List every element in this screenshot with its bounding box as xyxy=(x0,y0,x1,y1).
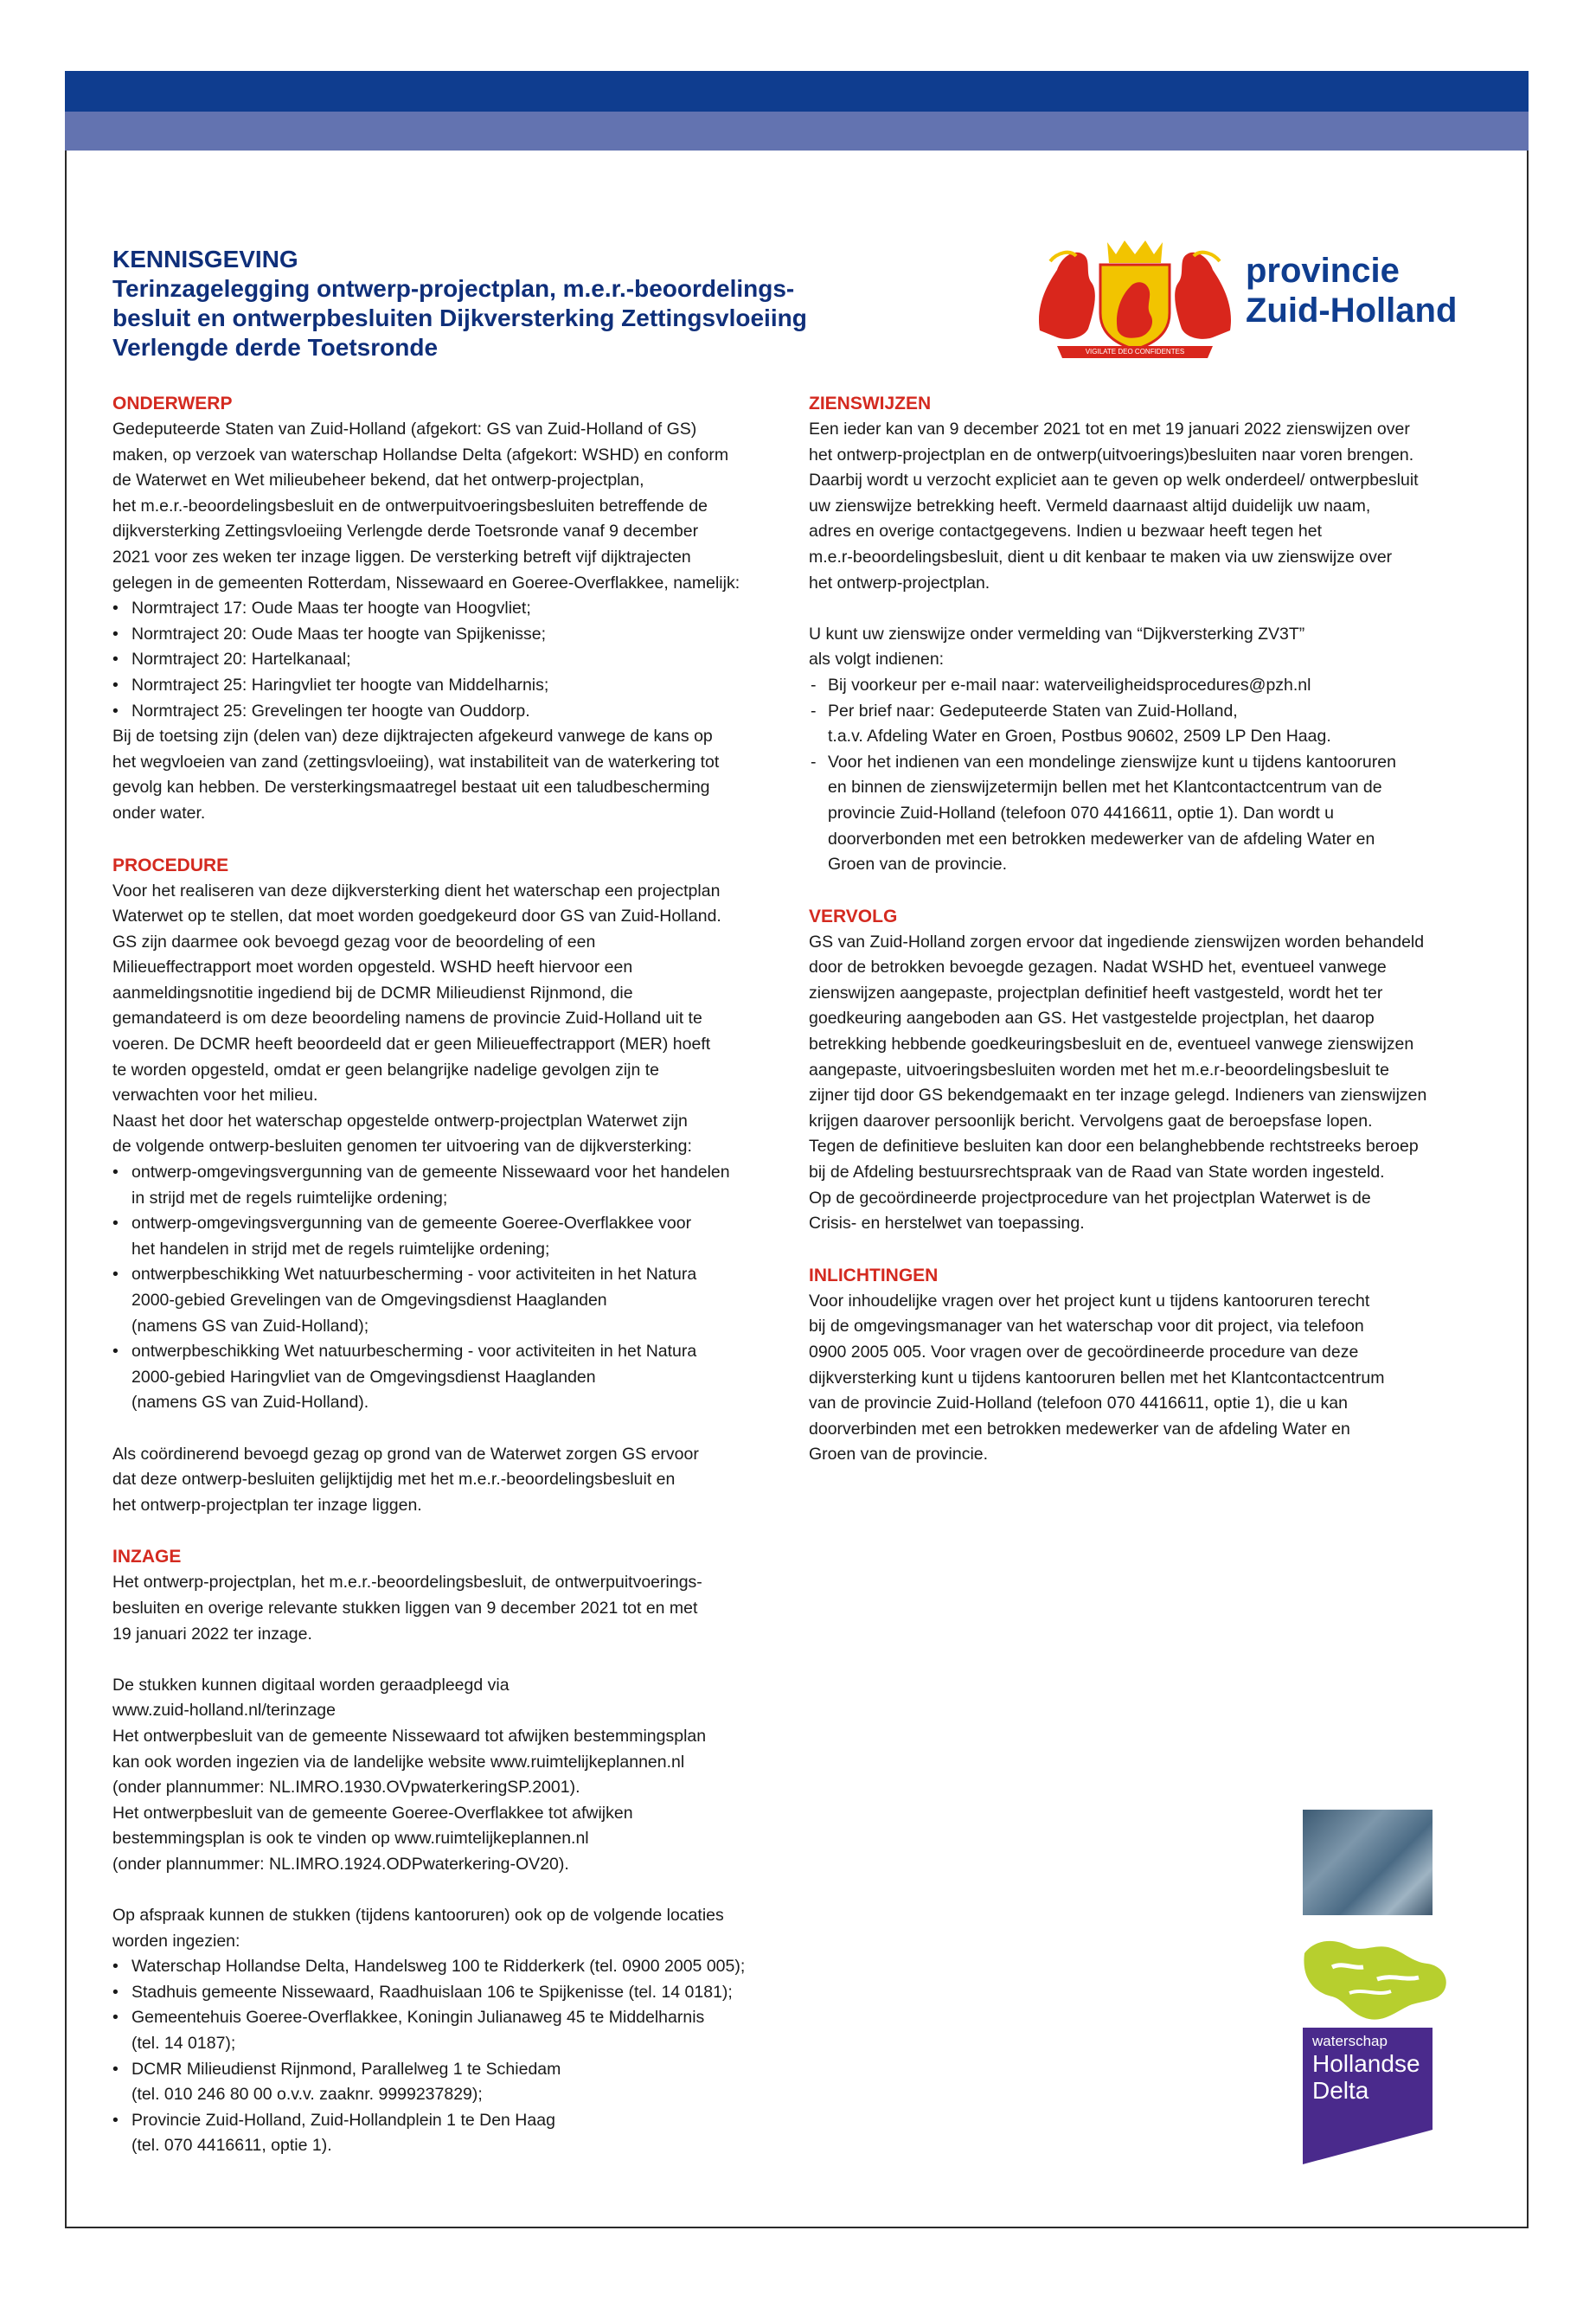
text-line: Waterwet op te stellen, dat moet worden goedgekeurd door GS van Zuid-Holland. xyxy=(112,907,721,926)
text-line: Bij de toetsing zijn (delen van) deze dijktrajecten afgekeurd vanwege de kans op xyxy=(112,727,713,747)
text-line: besluiten en overige relevante stukken liggen van 9 december 2021 tot en met xyxy=(112,1598,698,1618)
text-line: Milieueffectrapport moet worden opgesteld. WSHD heeft hiervoor een xyxy=(112,958,633,977)
text-line: bestemmingsplan is ook te vinden op www.ruimtelijkeplannen.nl xyxy=(112,1829,589,1849)
spacer xyxy=(112,1416,787,1442)
text-line: bij de Afdeling bestuursrechtspraak van de Raad van State worden ingesteld. xyxy=(809,1163,1385,1183)
text-line: - Voor het indienen van een mondelinge zienswijze kunt u tijdens kantooruren xyxy=(828,752,1396,772)
wsd-name-line1: Hollandse xyxy=(1312,2050,1420,2077)
provincie-zuid-holland-logo xyxy=(1031,235,1490,365)
notice-kicker: KENNISGEVING xyxy=(112,246,298,272)
text-line: van de provincie Zuid-Holland (telefoon 070 4416611, optie 1), die u kan xyxy=(809,1394,1348,1413)
text-line: 19 januari 2022 ter inzage. xyxy=(112,1624,312,1644)
text-line: 2000-gebied Haringvliet van de Omgevingsdienst Haaglanden xyxy=(131,1367,596,1387)
text-line: Tegen de definitieve besluiten kan door een belanghebbende rechtstreeks beroep xyxy=(809,1137,1419,1157)
text-line: adres en overige contactgegevens. Indien u bezwaar heeft tegen het xyxy=(809,522,1322,542)
text-line: kan ook worden ingezien via de landelijke website www.ruimtelijkeplannen.nl xyxy=(112,1752,685,1772)
text-line: GS zijn daarmee ook bevoegd gezag voor de beoordeling of een xyxy=(112,932,596,952)
section-heading: PROCEDURE xyxy=(112,855,229,875)
paragraph xyxy=(809,622,1484,673)
pzh-wordmark xyxy=(1246,251,1457,330)
text-line: (namens GS van Zuid-Holland); xyxy=(131,1316,369,1336)
text-line: goedkeuring aangeboden aan GS. Het vastgestelde projectplan, het daarop xyxy=(809,1009,1375,1029)
text-line: Het ontwerp-projectplan, het m.e.r.-beoordelingsbesluit, de ontwerpuitvoerings- xyxy=(112,1573,702,1593)
paragraph xyxy=(112,879,787,1161)
header-band-dark xyxy=(65,71,1529,112)
list-item xyxy=(112,1980,787,2006)
list-item: • Normtraject 25: Grevelingen ter hoogte van Ouddorp. xyxy=(112,699,787,725)
text-line: (tel. 070 4416611, optie 1). xyxy=(131,2136,332,2156)
title-line: besluit en ontwerpbesluiten Dijkversterking Zettingsvloeiing xyxy=(112,304,807,331)
left-column xyxy=(112,391,787,2185)
text-line: het ontwerp-projectplan en de ontwerp(uitvoerings)besluiten naar voren brengen. xyxy=(809,445,1414,465)
section-zienswijzen xyxy=(809,391,1484,878)
text-line: onder water. xyxy=(112,803,206,823)
text-line: • Waterschap Hollandse Delta, Handelsweg 100 te Ridderkerk (tel. 0900 2005 005); xyxy=(131,1957,746,1977)
title-line: Terinzagelegging ontwerp-projectplan, m.e.r.-beoordelings- xyxy=(112,275,795,302)
paragraph xyxy=(112,1903,787,1954)
list-item: • Normtraject 25: Haringvliet ter hoogte van Middelharnis; xyxy=(112,673,787,699)
section-heading: ZIENSWIJZEN xyxy=(809,394,932,413)
text-line: doorverbonden met een betrokken medewerker van de afdeling Water en xyxy=(828,829,1375,849)
list-item: • Normtraject 17: Oude Maas ter hoogte van Hoogvliet; xyxy=(112,596,787,622)
wsd-small-label: waterschap xyxy=(1312,2033,1388,2049)
text-line: (onder plannummer: NL.IMRO.1924.ODPwaterkering-OV20). xyxy=(112,1854,569,1874)
text-line: • Provincie Zuid-Holland, Zuid-Hollandplein 1 te Den Haag xyxy=(131,2110,555,2130)
text-line: 2021 voor zes weken ter inzage liggen. De versterking betreft vijf dijktrajecten xyxy=(112,547,691,567)
text-line: 0900 2005 005. Voor vragen over de gecoördineerde procedure van deze xyxy=(809,1343,1359,1362)
paragraph xyxy=(809,930,1484,1237)
paragraph xyxy=(112,724,787,826)
text-line: aangepaste, uitvoeringsbesluiten worden met het m.e.r-beoordelingsbesluit te xyxy=(809,1060,1389,1080)
text-line: gevolg kan hebben. De versterkingsmaatregel bestaat uit een taludbescherming xyxy=(112,778,710,798)
paragraph xyxy=(112,1673,787,1878)
text-line: het wegvloeien van zand (zettingsvloeiing), wat instabiliteit van de waterkering tot xyxy=(112,752,720,772)
section-heading: VERVOLG xyxy=(809,906,898,926)
section-procedure xyxy=(112,853,787,1519)
section-heading: INLICHTINGEN xyxy=(809,1265,939,1285)
water-photo xyxy=(1303,1810,1433,1915)
section-heading: INZAGE xyxy=(112,1547,182,1567)
text-line: 2000-gebied Grevelingen van de Omgevingsdienst Haaglanden xyxy=(131,1291,607,1310)
text-line: GS van Zuid-Holland zorgen ervoor dat ingediende zienswijzen worden behandeld xyxy=(809,932,1425,952)
pzh-wordmark-line2: Zuid-Holland xyxy=(1246,292,1458,330)
title-line: Verlengde derde Toetsronde xyxy=(112,334,439,361)
delta-map-icon xyxy=(1298,1927,1453,2028)
text-line: en binnen de zienswijzetermijn bellen met het Klantcontactcentrum van de xyxy=(828,778,1382,798)
text-line: Groen van de provincie. xyxy=(828,855,1008,875)
text-line: het handelen in strijd met de regels ruimtelijke ordening; xyxy=(131,1239,550,1259)
list-item xyxy=(809,699,1484,750)
spacer xyxy=(112,1877,787,1903)
text-line: provincie Zuid-Holland (telefoon 070 4416611, optie 1). Dan wordt u xyxy=(828,803,1334,823)
text-line: Op de gecoördineerde projectprocedure van het projectplan Waterwet is de xyxy=(809,1188,1371,1208)
text-line: Een ieder kan van 9 december 2021 tot en met 19 januari 2022 zienswijzen over xyxy=(809,420,1410,439)
text-line: • Stadhuis gemeente Nissewaard, Raadhuislaan 106 te Spijkenisse (tel. 14 0181); xyxy=(131,1982,733,2002)
pzh-wordmark-line1: provincie xyxy=(1246,252,1400,290)
text-line: m.e.r-beoordelingsbesluit, dient u dit kenbaar te maken via uw zienswijze over xyxy=(809,547,1393,567)
paragraph xyxy=(809,1289,1484,1468)
list-item xyxy=(809,750,1484,878)
text-line: het m.e.r.-beoordelingsbesluit en de ontwerpuitvoeringsbesluiten betreffende de xyxy=(112,496,708,516)
list-item xyxy=(112,1211,787,1262)
text-line: (tel. 010 246 80 00 o.v.v. zaaknr. 9999237829); xyxy=(131,2085,483,2105)
text-line: als volgt indienen: xyxy=(809,650,945,670)
text-line: uw zienswijze betrekking heeft. Vermeld daarnaast altijd duidelijk uw naam, xyxy=(809,496,1371,516)
paragraph xyxy=(112,1442,787,1519)
text-line: worden ingezien: xyxy=(112,1931,240,1951)
waterschap-hollandse-delta-logo xyxy=(1312,2033,1420,2104)
text-line: U kunt uw zienswijze onder vermelding van “Dijkversterking ZV3T” xyxy=(809,624,1305,644)
text-line: Voor het realiseren van deze dijkversterking dient het waterschap een projectplan xyxy=(112,881,721,901)
section-heading: ONDERWERP xyxy=(112,394,233,413)
paragraph xyxy=(112,417,787,596)
notice-title xyxy=(112,274,943,362)
text-line: Groen van de provincie. xyxy=(809,1445,989,1465)
text-line: Daarbij wordt u verzocht expliciet aan te geven op welk onderdeel/ ontwerpbesluit xyxy=(809,471,1419,490)
right-column xyxy=(809,391,1484,1494)
text-line: doorverbinden met een betrokken medewerker van de afdeling Water en xyxy=(809,1419,1350,1439)
section-inzage xyxy=(112,1544,787,2159)
text-line: • ontwerpbeschikking Wet natuurbescherming - voor activiteiten in het Natura xyxy=(131,1342,697,1362)
section-vervolg xyxy=(809,904,1484,1237)
paragraph xyxy=(809,417,1484,596)
list-item xyxy=(112,2005,787,2056)
text-line: dijkversterking Zettingsvloeiing Verlengde derde Toetsronde vanaf 9 december xyxy=(112,522,699,542)
text-line: betrekking hebbende goedkeuringsbesluit en de, eventueel vanwege zienswijzen xyxy=(809,1035,1414,1054)
text-line: • ontwerpbeschikking Wet natuurbescherming - voor activiteiten in het Natura xyxy=(131,1265,697,1285)
text-line: in strijd met de regels ruimtelijke ordening; xyxy=(131,1188,448,1208)
list-item xyxy=(112,1160,787,1211)
text-line: de volgende ontwerp-besluiten genomen ter uitvoering van de dijkversterking: xyxy=(112,1137,692,1157)
spacer xyxy=(112,1647,787,1673)
text-line: de Waterwet en Wet milieubeheer bekend, dat het ontwerp-projectplan, xyxy=(112,471,644,490)
text-line: door de betrokken bevoegde gezagen. Nadat WSHD het, eventueel vanwege xyxy=(809,958,1387,977)
locations-list xyxy=(112,1954,787,2159)
list-item xyxy=(112,1954,787,1980)
text-line: Crisis- en herstelwet van toepassing. xyxy=(809,1214,1085,1234)
text-line: Naast het door het waterschap opgestelde ontwerp-projectplan Waterwet zijn xyxy=(112,1111,688,1131)
text-line: t.a.v. Afdeling Water en Groen, Postbus 90602, 2509 LP Den Haag. xyxy=(828,727,1331,747)
text-line: (onder plannummer: NL.IMRO.1930.OVpwaterkeringSP.2001). xyxy=(112,1778,580,1798)
text-line: Op afspraak kunnen de stukken (tijdens kantooruren) ook op de volgende locaties xyxy=(112,1906,724,1926)
text-line: Het ontwerpbesluit van de gemeente Goeree-Overflakkee tot afwijken xyxy=(112,1803,633,1823)
submission-options xyxy=(809,673,1484,878)
text-line: krijgen daarover persoonlijk bericht. Vervolgens gaat de beroepsfase lopen. xyxy=(809,1111,1373,1131)
text-line: - Per brief naar: Gedeputeerde Staten van Zuid-Holland, xyxy=(828,701,1238,721)
list-item xyxy=(112,2057,787,2108)
text-line: - Bij voorkeur per e-mail naar: waterveiligheidsprocedures@pzh.nl xyxy=(828,675,1311,695)
text-line: gelegen in de gemeenten Rotterdam, Nissewaard en Goeree-Overflakkee, namelijk: xyxy=(112,573,740,593)
crest-motto: VIGILATE DEO CONFIDENTES xyxy=(1085,348,1185,356)
header-band-light xyxy=(65,112,1529,151)
section-onderwerp xyxy=(112,391,787,827)
text-line: (namens GS van Zuid-Holland). xyxy=(131,1393,369,1413)
text-line: dijkversterking kunt u tijdens kantooruren bellen met het Klantcontactcentrum xyxy=(809,1368,1385,1388)
text-line: zienswijzen aangepaste, projectplan definitief heeft vastgesteld, wordt het ter xyxy=(809,983,1383,1003)
text-line: bij de omgevingsmanager van het waterschap voor dit project, via telefoon xyxy=(809,1317,1364,1336)
text-line: aanmeldingsnotitie ingediend bij de DCMR Milieudienst Rijnmond, die xyxy=(112,983,633,1003)
text-line: www.zuid-holland.nl/terinzage xyxy=(112,1701,336,1721)
paragraph xyxy=(112,1570,787,1647)
text-line: voeren. De DCMR heeft beoordeeld dat er geen Milieueffectrapport (MER) hoeft xyxy=(112,1035,711,1054)
text-line: het ontwerp-projectplan ter inzage liggen. xyxy=(112,1495,422,1515)
text-line: gemandateerd is om deze beoordeling namens de provincie Zuid-Holland uit te xyxy=(112,1009,702,1029)
list-item xyxy=(112,1339,787,1416)
text-line: Als coördinerend bevoegd gezag op grond van de Waterwet zorgen GS ervoor xyxy=(112,1444,699,1464)
text-line: het ontwerp-projectplan. xyxy=(809,573,990,593)
list-item xyxy=(809,673,1484,699)
text-line: • Gemeentehuis Goeree-Overflakkee, Koningin Julianaweg 45 te Middelharnis xyxy=(131,2008,705,2028)
text-line: dat deze ontwerp-besluiten gelijktijdig met het m.e.r.-beoordelingsbesluit en xyxy=(112,1470,676,1490)
text-line: • DCMR Milieudienst Rijnmond, Parallelweg 1 te Schiedam xyxy=(131,2059,561,2079)
besluiten-list xyxy=(112,1160,787,1416)
text-line: Gedeputeerde Staten van Zuid-Holland (afgekort: GS van Zuid-Holland of GS) xyxy=(112,420,697,439)
section-inlichtingen xyxy=(809,1263,1484,1468)
text-line: De stukken kunnen digitaal worden geraadpleegd via xyxy=(112,1675,510,1695)
traject-list xyxy=(112,596,787,724)
list-item xyxy=(112,1262,787,1339)
spacer xyxy=(809,596,1484,622)
text-line: (tel. 14 0187); xyxy=(131,2034,236,2054)
text-line: • ontwerp-omgevingsvergunning van de gemeente Nissewaard voor het handelen xyxy=(131,1163,730,1183)
text-line: zijner tijd door GS bekendgemaakt en ter inzage gelegd. Indieners van zienswijzen xyxy=(809,1086,1427,1106)
text-line: Het ontwerpbesluit van de gemeente Nissewaard tot afwijken bestemmingsplan xyxy=(112,1726,707,1746)
text-line: Voor inhoudelijke vragen over het project kunt u tijdens kantooruren terecht xyxy=(809,1291,1370,1311)
text-line: te worden opgesteld, omdat er geen belangrijke nadelige gevolgen zijn te xyxy=(112,1060,660,1080)
notice-header xyxy=(112,245,943,362)
text-line: verwachten voor het milieu. xyxy=(112,1086,318,1106)
text-line: maken, op verzoek van waterschap Hollandse Delta (afgekort: WSHD) en conform xyxy=(112,445,729,465)
list-item: • Normtraject 20: Hartelkanaal; xyxy=(112,647,787,673)
wsd-name-line2: Delta xyxy=(1312,2077,1369,2104)
list-item xyxy=(112,2108,787,2159)
list-item: • Normtraject 20: Oude Maas ter hoogte van Spijkenisse; xyxy=(112,622,787,648)
text-line: • ontwerp-omgevingsvergunning van de gemeente Goeree-Overflakkee voor xyxy=(131,1214,692,1234)
